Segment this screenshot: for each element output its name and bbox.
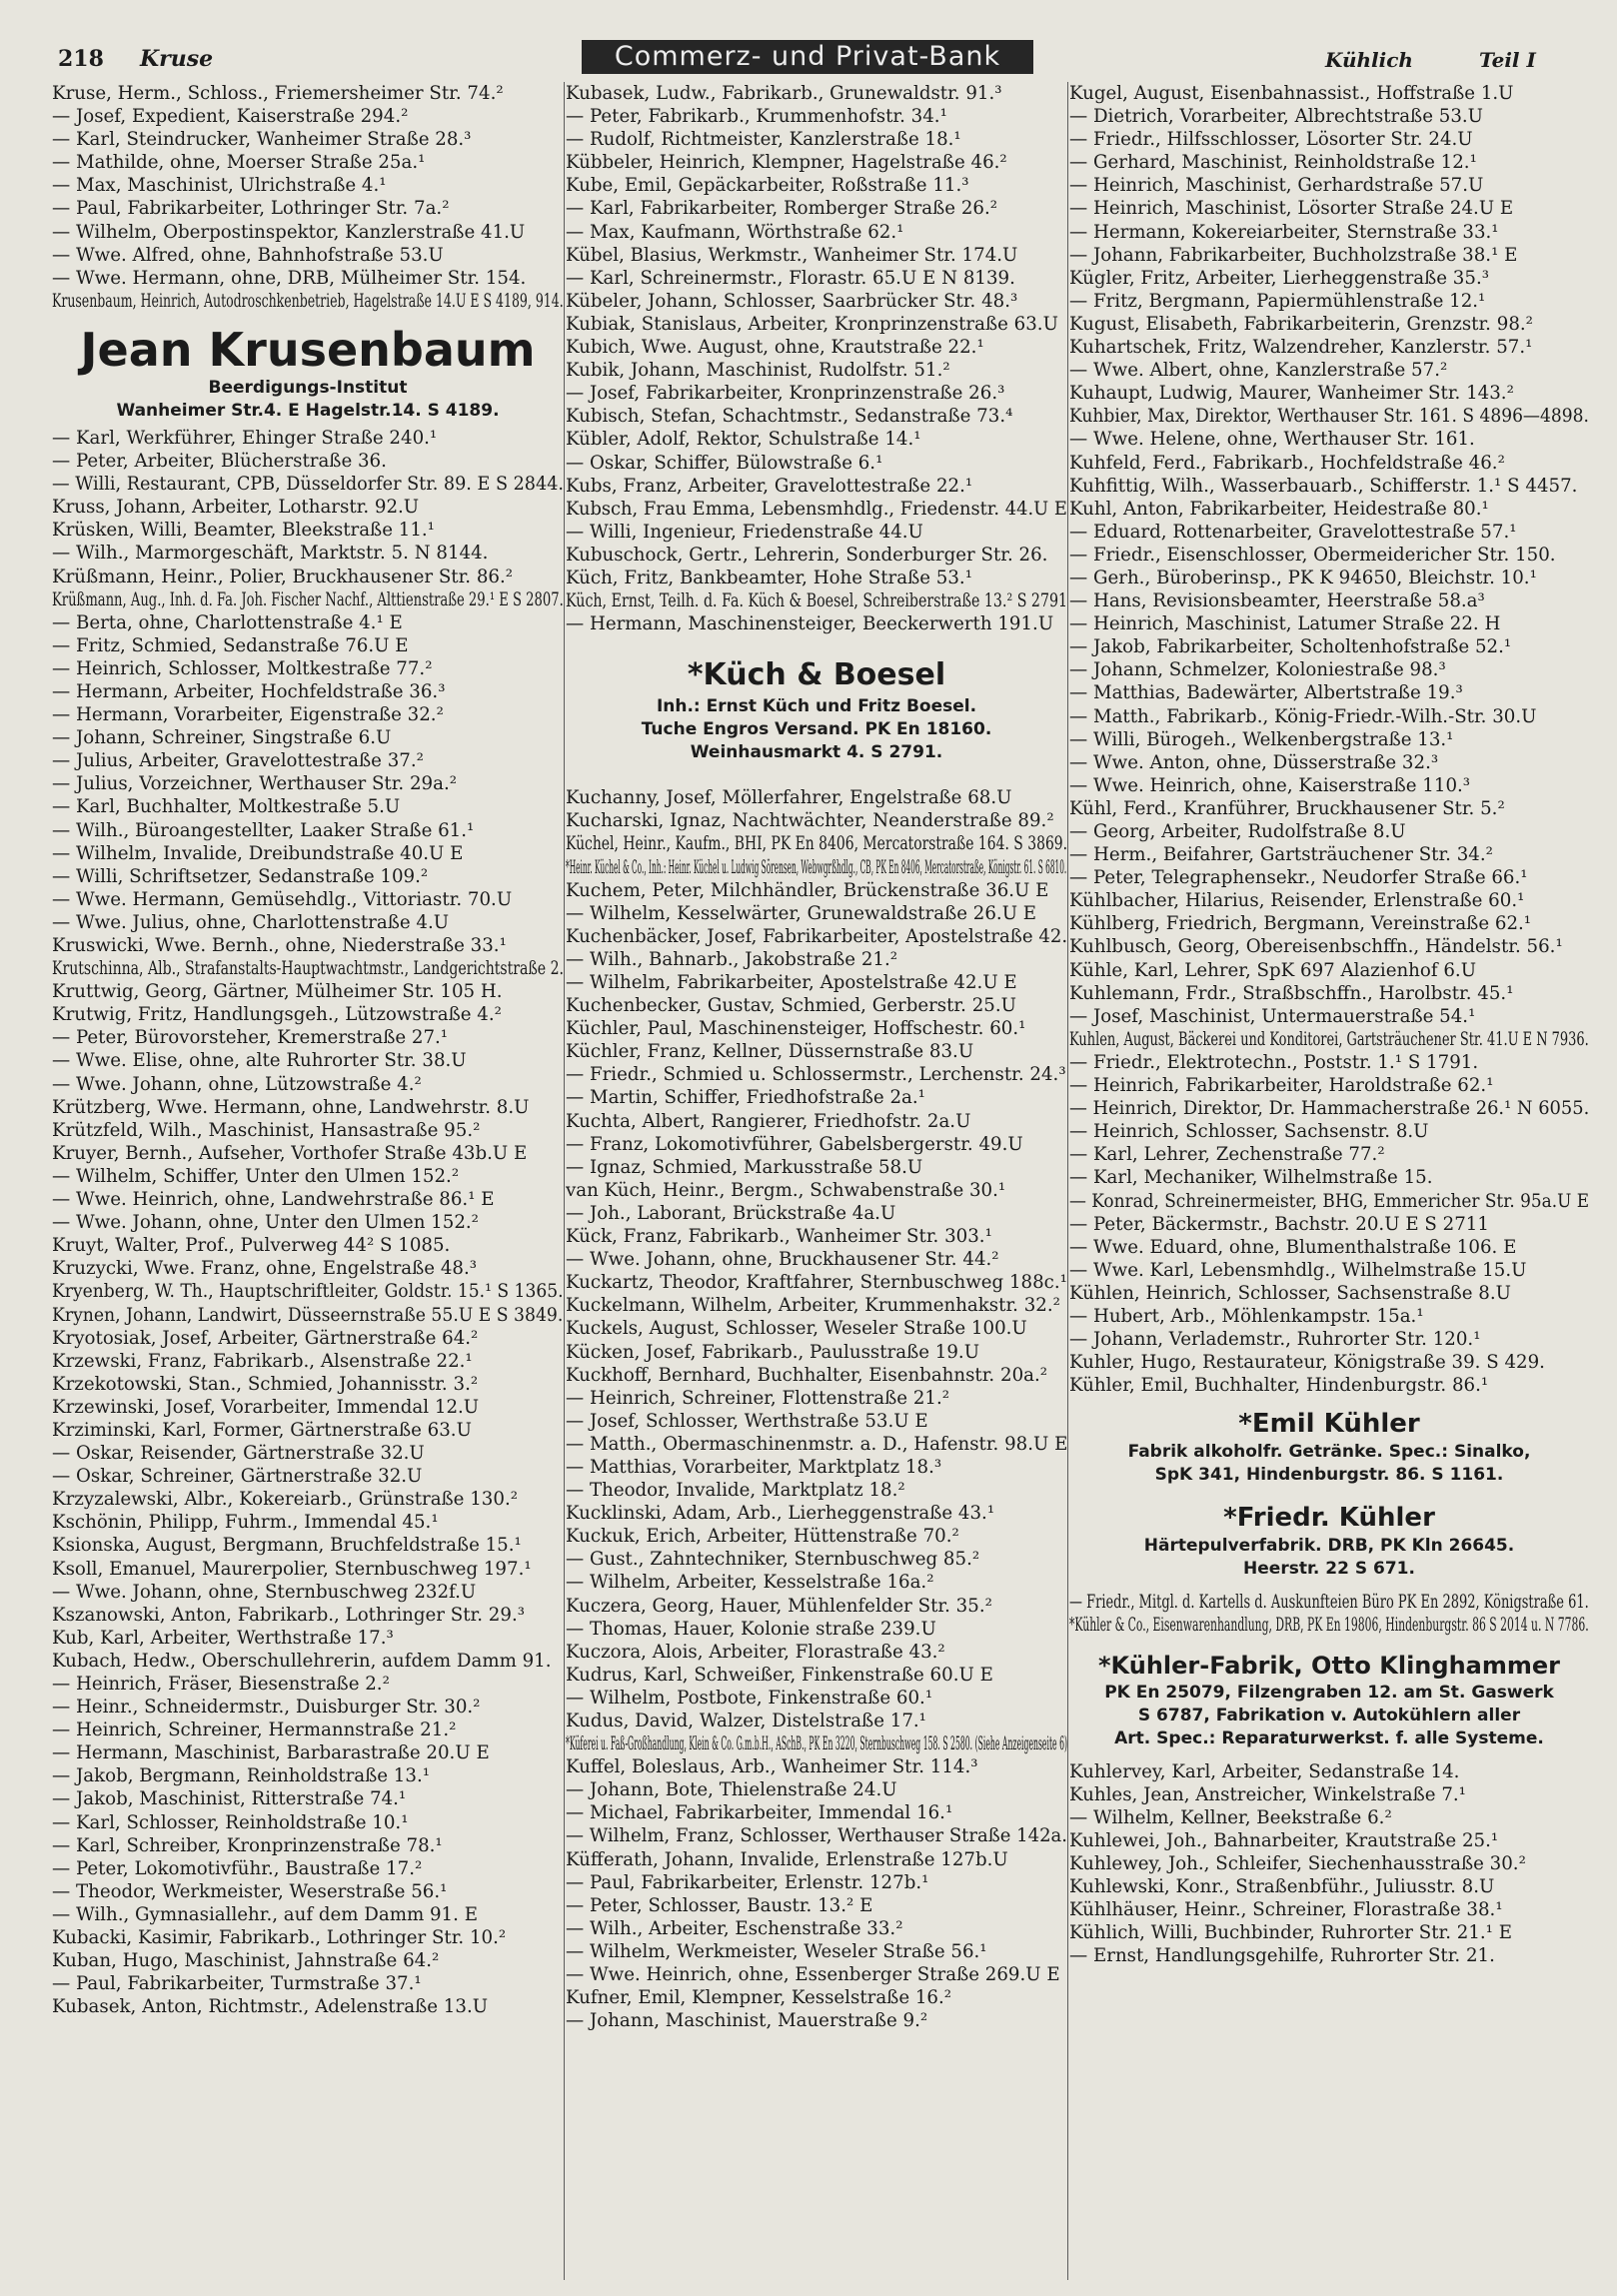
entry: — Gust., Zahntechniker, Sternbuschweg 85.² xyxy=(566,1549,980,1571)
entry: Kugel, August, Eisenbahnassist., Hoffstraße 1.U xyxy=(1069,83,1514,104)
ad-friedr-kuehler xyxy=(1069,1501,1589,1581)
entry: Kühlhäuser, Heinr., Schreiner, Florastraße 38.¹ xyxy=(1069,1899,1503,1921)
ad-line: Weinhausmarkt 4. S 2791. xyxy=(690,742,943,763)
entry: — Heinrich, Maschinist, Latumer Straße 22. H xyxy=(1069,613,1501,635)
entry: Kubiak, Stanislaus, Arbeiter, Kronprinzenstraße 63.U xyxy=(566,313,1058,335)
entry: Kucharski, Ignaz, Nachtwächter, Neanderstraße 89.² xyxy=(566,810,1054,832)
entry: Kuhler, Hugo, Restaurateur, Königstraße 39. S 429. xyxy=(1069,1352,1545,1374)
entry: — Wwe. Heinrich, ohne, Kaiserstraße 110.³ xyxy=(1069,774,1471,796)
entry: Kühlbacher, Hilarius, Reisender, Erlenstraße 60.¹ xyxy=(1069,890,1525,912)
entry: Kub, Karl, Arbeiter, Werthstraße 17.³ xyxy=(52,1627,394,1649)
entry: — Martin, Schiffer, Friedhofstraße 2a.¹ xyxy=(566,1087,925,1109)
entry: Krutschinna, Alb., Strafanstalts-Hauptwachtmstr., Landgerichtstraße 2. xyxy=(52,958,564,980)
entry: — Thomas, Hauer, Kolonie straße 239.U xyxy=(566,1618,936,1640)
ad-line: S 6787, Fabrikation v. Autokühlern aller xyxy=(1137,1705,1521,1725)
entry: — Oskar, Reisender, Gärtnerstraße 32.U xyxy=(52,1443,425,1465)
entry: Krziminski, Karl, Former, Gärtnerstraße 63.U xyxy=(52,1419,472,1441)
entry: — Matth., Fabrikarb., König-Friedr.-Wilh.-Str. 30.U xyxy=(1069,705,1537,727)
entry: Kuhlewei, Joh., Bahnarbeiter, Krautstraße 25.¹ xyxy=(1069,1829,1499,1851)
entry: — Max, Kaufmann, Wörthstraße 62.¹ xyxy=(566,221,904,243)
entry: Küch, Fritz, Bankbeamter, Hohe Straße 53.¹ xyxy=(566,567,972,588)
entry: Krzekotowski, Stan., Schmied, Johannisstr. 3.² xyxy=(52,1373,479,1395)
entry: Ksionska, August, Bergmann, Bruchfeldstraße 15.¹ xyxy=(52,1535,522,1557)
ad-emil-kuehler xyxy=(1069,1407,1589,1487)
entry: Kuhbier, Max, Direktor, Werthauser Str. 161. S 4896—4898. xyxy=(1069,406,1589,428)
entry: Kruswicki, Wwe. Bernh., ohne, Niederstraße 33.¹ xyxy=(52,935,507,956)
entry: Kühlberg, Friedrich, Bergmann, Vereinstraße 62.¹ xyxy=(1069,913,1532,935)
ad-line: PK En 25079, Filzengraben 12. am St. Gaswerk xyxy=(1104,1682,1554,1703)
entry: Kücken, Josef, Fabrikarb., Paulusstraße 19.U xyxy=(566,1341,980,1363)
entry: — Josef, Expedient, Kaiserstraße 294.² xyxy=(52,106,409,128)
entry: — Heinrich, Schreiner, Hermannstraße 21.² xyxy=(52,1720,457,1741)
ad-title: *Emil Kühler xyxy=(1238,1409,1420,1440)
entry: Kubs, Franz, Arbeiter, Gravelottestraße 22.¹ xyxy=(566,475,973,497)
entry: — Hermann, Maschinensteiger, Beeckerwerth 191.U xyxy=(566,613,1054,635)
ad-kuehler-fabrik xyxy=(1069,1650,1589,1750)
entry: — Wwe. Julius, ohne, Charlottenstraße 4.U xyxy=(52,911,450,933)
entry: — Jakob, Maschinist, Ritterstraße 74.¹ xyxy=(52,1788,407,1810)
column-3 xyxy=(1069,82,1589,2280)
entry: Kryenberg, W. Th., Hauptschriftleiter, Goldstr. 15.¹ S 1365. xyxy=(52,1281,564,1303)
entry: — Willi, Schriftsetzer, Sedanstraße 109.² xyxy=(52,865,429,887)
ad-line: Wanheimer Str.4. E Hagelstr.14. S 4189. xyxy=(116,400,500,421)
entry: — Paul, Fabrikarbeiter, Erlenstr. 127b.¹ xyxy=(566,1871,929,1893)
entry: Krutwig, Fritz, Handlungsgeh., Lützowstraße 4.² xyxy=(52,1004,502,1026)
entry: — Franz, Lokomotivführer, Gabelsbergerstr. 49.U xyxy=(566,1133,1023,1155)
entry: Kuhl, Anton, Fabrikarbeiter, Heidestraße 80.¹ xyxy=(1069,498,1489,520)
entry: Kubacki, Kasimir, Fabrikarb., Lothringer Str. 10.² xyxy=(52,1927,507,1949)
entries xyxy=(566,82,1067,635)
entry: Krusenbaum, Heinrich, Autodroschkenbetrieb, Hagelstraße 14.U E S 4189, 914. xyxy=(52,290,564,312)
entry: — Friedr., Eisenschlosser, Obermeidericher Str. 150. xyxy=(1069,544,1556,566)
entry: — Rudolf, Richtmeister, Kanzlerstraße 18.¹ xyxy=(566,129,961,151)
entry: — Wwe. Hermann, ohne, DRB, Mülheimer Str. 154. xyxy=(52,267,527,289)
entry: Kühlich, Willi, Buchbinder, Ruhrorter Str. 21.¹ E xyxy=(1069,1922,1513,1944)
entries xyxy=(52,82,564,313)
entry: *Heinr. Küchel & Co., Inh.: Heinr. Küchel u. Ludwig Sörensen, Webwgrßhdlg., CB, PK En 8406, Mercatorstraße, Königstr. 61. S 6810. xyxy=(566,856,1067,878)
entry: — Wilhelm, Invalide, Dreibundstraße 40.U E xyxy=(52,842,464,864)
column-1 xyxy=(52,82,564,2280)
entry: — Wilhelm, Arbeiter, Kesselstraße 16a.² xyxy=(566,1572,934,1594)
entry: Kuckuk, Erich, Arbeiter, Hüttenstraße 70.² xyxy=(566,1526,959,1548)
entry: Kugust, Elisabeth, Fabrikarbeiterin, Grenzstr. 98.² xyxy=(1069,313,1533,335)
entry: — Karl, Werkführer, Ehinger Straße 240.¹ xyxy=(52,427,438,449)
entry: — Paul, Fabrikarbeiter, Lothringer Str. 7a.² xyxy=(52,198,450,220)
entry: — Wwe. Alfred, ohne, Bahnhofstraße 53.U xyxy=(52,244,444,266)
entry xyxy=(52,2018,564,2041)
entry: Kuhlbusch, Georg, Obereisenbschffn., Händelstr. 56.¹ xyxy=(1069,936,1563,958)
entry: — Wwe. Johann, ohne, Sternbuschweg 232f.U xyxy=(52,1581,477,1603)
entry: Kubich, Wwe. August, ohne, Krautstraße 22.¹ xyxy=(566,337,984,359)
catchword-left: Kruse xyxy=(140,46,214,72)
entry: *Kühler & Co., Eisenwarenhandlung, DRB, PK En 19806, Hindenburgstr. 86 S 2014 u. N 7786. xyxy=(1069,1615,1589,1637)
entry: Kuchenbecker, Gustav, Schmied, Gerberstr. 25.U xyxy=(566,995,1016,1017)
entry: Kügler, Fritz, Arbeiter, Lierheggenstraße 35.³ xyxy=(1069,267,1490,289)
entry: Kruyer, Bernh., Aufseher, Vorthofer Straße 43b.U E xyxy=(52,1142,528,1164)
entry: — Oskar, Schreiner, Gärtnerstraße 32.U xyxy=(52,1466,423,1488)
entry: — Peter, Bürovorsteher, Kremerstraße 27.¹ xyxy=(52,1027,449,1049)
entry: — Wilh., Gymnasiallehr., auf dem Damm 91. E xyxy=(52,1903,478,1925)
entry: — Dietrich, Vorarbeiter, Albrechtstraße 53.U xyxy=(1069,106,1483,128)
entry: van Küch, Heinr., Bergm., Schwabenstraße 30.¹ xyxy=(566,1179,1006,1201)
entry: — Wwe. Karl, Lebensmhdlg., Wilhelmstraße 15.U xyxy=(1069,1259,1527,1281)
entry: — Friedr., Hilfsschlosser, Lösorter Str. 24.U xyxy=(1069,129,1473,151)
entry: Kuhlen, August, Bäckerei und Konditorei, Gartsträuchener Str. 41.U E N 7936. xyxy=(1069,1028,1589,1050)
ad-line: Art. Spec.: Reparaturwerkst. f. alle Systeme. xyxy=(1114,1727,1544,1748)
entries xyxy=(566,786,1067,2032)
entry: Kubuschock, Gertr., Lehrerin, Sonderburger Str. 26. xyxy=(566,544,1048,566)
entry: — Heinr., Schneidermstr., Duisburger Str. 30.² xyxy=(52,1697,481,1719)
entry: — Konrad, Schreinermeister, BHG, Emmericher Str. 95a.U E xyxy=(1069,1190,1589,1212)
entry: Kuckhoff, Bernhard, Buchhalter, Eisenbahnstr. 20a.² xyxy=(566,1364,1048,1386)
entry: Kuchem, Peter, Milchhändler, Brückenstraße 36.U E xyxy=(566,879,1049,901)
entry: — Wilh., Marmorgeschäft, Marktstr. 5. N 8144. xyxy=(52,543,489,565)
entry: Küchler, Franz, Kellner, Düssernstraße 83.U xyxy=(566,1041,974,1063)
entry: Kubik, Johann, Maschinist, Rudolfstr. 51.² xyxy=(566,360,950,382)
entry: — Wwe. Heinrich, ohne, Landwehrstraße 86.¹ E xyxy=(52,1189,495,1211)
entry: — Josef, Fabrikarbeiter, Kronprinzenstraße 26.³ xyxy=(566,383,1005,405)
entry: — Friedr., Mitgl. d. Kartells d. Auskunfteien Büro PK En 2892, Königstraße 61. xyxy=(1069,1592,1589,1614)
entry: Kruss, Johann, Arbeiter, Lotharstr. 92.U xyxy=(52,497,420,519)
entry: Kühler, Emil, Buchhalter, Hindenburgstr. 86.¹ xyxy=(1069,1375,1489,1397)
entry: Kuhlemann, Frdr., Straßbschffn., Harolbstr. 45.¹ xyxy=(1069,982,1514,1004)
entry: — Wilhelm, Kesselwärter, Grunewaldstraße 26.U E xyxy=(566,902,1037,924)
entry: Kuchanny, Josef, Möllerfahrer, Engelstraße 68.U xyxy=(566,787,1012,809)
entry: — Mathilde, ohne, Moerser Straße 25a.¹ xyxy=(52,152,426,174)
ad-line: Härtepulverfabrik. DRB, PK Kln 26645. xyxy=(1143,1536,1515,1557)
entry: — Hubert, Arb., Möhlenkampstr. 15a.¹ xyxy=(1069,1305,1424,1327)
entry: — Georg, Arbeiter, Rudolfstraße 8.U xyxy=(1069,821,1406,842)
ad-line: Fabrik alkoholfr. Getränke. Spec.: Sinalko, xyxy=(1127,1442,1531,1463)
entry: — Ernst, Handlungsgehilfe, Ruhrorter Str. 21. xyxy=(1069,1945,1495,1967)
entry: Kübel, Blasius, Werkmstr., Wanheimer Str. 174.U xyxy=(566,244,1018,266)
entry: Kubasek, Anton, Richtmstr., Adelenstraße 13.U xyxy=(52,1996,489,2018)
entry: — Hans, Revisionsbeamter, Heerstraße 58.a³ xyxy=(1069,590,1485,612)
entry: Krynen, Johann, Landwirt, Düsseernstraße 55.U E S 3849. xyxy=(52,1304,564,1326)
column-divider xyxy=(564,82,565,2280)
entry: — Hermann, Vorarbeiter, Eigenstraße 32.² xyxy=(52,704,444,726)
entry: Kühle, Karl, Lehrer, SpK 697 Alazienhof 6.U xyxy=(1069,959,1477,981)
entries xyxy=(1069,1760,1589,1968)
entry: — Wwe. Johann, ohne, Lützowstraße 4.² xyxy=(52,1073,422,1095)
entry: — Max, Maschinist, Ulrichstraße 4.¹ xyxy=(52,175,387,197)
entry: — Heinrich, Schlosser, Sachsenstr. 8.U xyxy=(1069,1121,1429,1143)
entry: — Wilh., Bahnarb., Jakobstraße 21.² xyxy=(566,948,898,970)
entry: Kubasek, Ludw., Fabrikarb., Grunewaldstr. 91.³ xyxy=(566,83,1002,104)
entry: — Michael, Fabrikarbeiter, Immendal 16.¹ xyxy=(566,1802,953,1824)
catchword-right: Kühlich xyxy=(1325,48,1413,72)
ad-kuech-boesel xyxy=(566,655,1067,764)
entries xyxy=(1069,82,1589,1397)
entry: Kuhles, Jean, Anstreicher, Winkelstraße 7.¹ xyxy=(1069,1783,1466,1805)
entry: Kuchta, Albert, Rangierer, Friedhofstr. 2a.U xyxy=(566,1110,971,1132)
entry: Kuckartz, Theodor, Kraftfahrer, Sternbuschweg 188c.¹ xyxy=(566,1272,1067,1294)
entry: — Joh., Laborant, Brückstraße 4a.U xyxy=(566,1202,896,1224)
entry: Kühlen, Heinrich, Schlosser, Sachsenstraße 8.U xyxy=(1069,1282,1511,1304)
entry: Kuckels, August, Schlosser, Weseler Straße 100.U xyxy=(566,1318,1027,1340)
entry: — Karl, Schreinermstr., Florastr. 65.U E N 8139. xyxy=(566,267,1015,289)
entry: Ksoll, Emanuel, Maurerpolier, Sternbuschweg 197.¹ xyxy=(52,1558,532,1580)
entry: Kübbeler, Heinrich, Klempner, Hagelstraße 46.² xyxy=(566,152,1007,174)
entry: — Eduard, Rottenarbeiter, Gravelottestraße 57.¹ xyxy=(1069,521,1517,543)
entry: Krzyzalewski, Albr., Kokereiarb., Grünstraße 130.² xyxy=(52,1489,519,1511)
entry: — Wwe. Eduard, ohne, Blumenthalstraße 106. E xyxy=(1069,1236,1517,1258)
entry: — Johann, Bote, Thielenstraße 24.U xyxy=(566,1779,897,1801)
ad-line: Heerstr. 22 S 671. xyxy=(1243,1559,1415,1580)
ad-title: *Kühler-Fabrik, Otto Klinghammer xyxy=(1098,1651,1560,1680)
ad-line: Tuche Engros Versand. PK En 18160. xyxy=(641,719,992,740)
entry: — Wilhelm, Werkmeister, Weseler Straße 56.¹ xyxy=(566,1940,987,1962)
entry: — Jakob, Fabrikarbeiter, Scholtenhofstraße 52.¹ xyxy=(1069,636,1512,658)
entry: Kruttwig, Georg, Gärtner, Mülheimer Str. 105 H. xyxy=(52,981,503,1003)
entry: — Karl, Fabrikarbeiter, Romberger Straße 26.² xyxy=(566,198,998,220)
entries xyxy=(52,427,564,2042)
entry: — Heinrich, Direktor, Dr. Hammacherstraße 26.¹ N 6055. xyxy=(1069,1098,1589,1120)
entry: Kuhfeld, Ferd., Fabrikarb., Hochfeldstraße 46.² xyxy=(1069,452,1505,474)
entry: — Wilhelm, Schiffer, Unter den Ulmen 152.² xyxy=(52,1165,460,1187)
entry: — Karl, Schreiber, Kronprinzenstraße 78.¹ xyxy=(52,1834,443,1856)
entry: Kuhartschek, Fritz, Walzendreher, Kanzlerstr. 57.¹ xyxy=(1069,337,1533,359)
ad-title: *Friedr. Kühler xyxy=(1223,1503,1435,1534)
entry: Kuhlervey, Karl, Arbeiter, Sedanstraße 14. xyxy=(1069,1760,1460,1782)
entry: Kruzycki, Wwe. Franz, ohne, Engelstraße 48.³ xyxy=(52,1258,478,1280)
entry: — Wwe. Hermann, Gemüsehdlg., Vittoriastr. 70.U xyxy=(52,888,513,910)
entry: Küchler, Paul, Maschinensteiger, Hoffschestr. 60.¹ xyxy=(566,1018,1026,1040)
entry: — Wwe. Albert, ohne, Kanzlerstraße 57.² xyxy=(1069,360,1448,382)
ad-line: Inh.: Ernst Küch und Fritz Boesel. xyxy=(656,696,977,717)
entry: Kuhaupt, Ludwig, Maurer, Wanheimer Str. 143.² xyxy=(1069,383,1514,405)
entry: — Johann, Fabrikarbeiter, Buchholzstraße 38.¹ E xyxy=(1069,244,1518,266)
entry: — Peter, Arbeiter, Blücherstraße 36. xyxy=(52,451,387,473)
entry: — Peter, Schlosser, Baustr. 13.² E xyxy=(566,1894,873,1916)
entry: — Wilh., Büroangestellter, Laaker Straße 61.¹ xyxy=(52,819,475,841)
entry: — Peter, Lokomotivführ., Baustraße 17.² xyxy=(52,1857,423,1879)
entry: Kudrus, Karl, Schweißer, Finkenstraße 60.U E xyxy=(566,1664,993,1686)
entry: Krüßmann, Heinr., Polier, Bruckhausener Str. 86.² xyxy=(52,566,514,587)
entry: — Josef, Maschinist, Untermauerstraße 54.¹ xyxy=(1069,1005,1476,1027)
entry: — Heinrich, Maschinist, Lösorter Straße 24.U E xyxy=(1069,198,1514,220)
column-divider xyxy=(1067,82,1068,2280)
ad-line: SpK 341, Hindenburgstr. 86. S 1161. xyxy=(1154,1465,1504,1486)
entry: — Karl, Mechaniker, Wilhelmstraße 15. xyxy=(1069,1167,1433,1189)
entry: — Matth., Obermaschinenmstr. a. D., Hafenstr. 98.U E xyxy=(566,1433,1067,1455)
entry: — Heinrich, Schreiner, Flottenstraße 21.² xyxy=(566,1387,950,1409)
ad-title: *Küch & Boesel xyxy=(687,657,946,693)
entry: Krüßmann, Aug., Inh. d. Fa. Joh. Fischer Nachf., Alttienstraße 29.¹ E S 2807. xyxy=(52,588,564,610)
entry: — Friedr., Schmied u. Schlossermstr., Lerchenstr. 24.³ xyxy=(566,1064,1066,1086)
entry: Kuhfittig, Wilh., Wasserbauarb., Schifferstr. 1.¹ S 4457. xyxy=(1069,475,1578,497)
entry: Kuczora, Alois, Arbeiter, Florastraße 43.² xyxy=(566,1641,945,1663)
entry: *Küferei u. Faß-Großhandlung, Klein & Co. G.m.b.H., ASchB., PK En 3220, Sternbuschweg 158. S 2580. (Siehe Anzeigenseite 6) xyxy=(566,1733,1067,1755)
entry: — Wilhelm, Franz, Schlosser, Werthauser Straße 142a. xyxy=(566,1825,1067,1847)
entries xyxy=(1069,1591,1589,1637)
entry: Krzewinski, Josef, Vorarbeiter, Immendal 12.U xyxy=(52,1396,480,1418)
entry: Kryotosiak, Josef, Arbeiter, Gärtnerstraße 64.² xyxy=(52,1327,479,1349)
entry: — Matthias, Vorarbeiter, Marktplatz 18.³ xyxy=(566,1456,942,1478)
entry: — Hermann, Kokereiarbeiter, Sternstraße 33.¹ xyxy=(1069,221,1499,243)
entry: — Peter, Bäckermstr., Bachstr. 20.U E S 2711 xyxy=(1069,1213,1489,1235)
entry: Kuchenbäcker, Josef, Fabrikarbeiter, Apostelstraße 42. xyxy=(566,925,1067,947)
entry: — Hermann, Arbeiter, Hochfeldstraße 36.³ xyxy=(52,680,446,702)
entry: — Karl, Steindrucker, Wanheimer Straße 28.³ xyxy=(52,129,472,151)
entry: Kuczera, Georg, Hauer, Mühlenfelder Str. 35.² xyxy=(566,1595,992,1617)
page-header xyxy=(0,36,1617,82)
entry: Kuckelmann, Wilhelm, Arbeiter, Krummenhakstr. 32.² xyxy=(566,1295,1060,1317)
entry: — Wilhelm, Fabrikarbeiter, Apostelstraße 42.U E xyxy=(566,972,1017,993)
entry: Krützfeld, Wilh., Maschinist, Hansastraße 95.² xyxy=(52,1119,481,1141)
entry: — Fritz, Schmied, Sedanstraße 76.U E xyxy=(52,634,409,656)
entry: — Paul, Fabrikarbeiter, Turmstraße 37.¹ xyxy=(52,1973,422,1995)
entry: — Wwe. Johann, ohne, Bruckhausener Str. 44.² xyxy=(566,1249,999,1271)
entry: Kube, Emil, Gepäckarbeiter, Roßstraße 11.³ xyxy=(566,175,969,197)
entry: Kubisch, Stefan, Schachtmstr., Sedanstraße 73.⁴ xyxy=(566,406,1013,428)
entry: — Heinrich, Fräser, Biesenstraße 2.² xyxy=(52,1674,390,1695)
entry: Kuhlewey, Joh., Schleifer, Siechenhausstraße 30.² xyxy=(1069,1852,1526,1874)
part-label: Teil I xyxy=(1479,48,1536,72)
column-2 xyxy=(566,82,1067,2280)
entry: Kübler, Adolf, Rektor, Schulstraße 14.¹ xyxy=(566,429,921,451)
entry: — Peter, Telegraphensekr., Neudorfer Straße 66.¹ xyxy=(1069,867,1528,889)
entry: Kuffel, Boleslaus, Arb., Wanheimer Str. 114.³ xyxy=(566,1756,978,1778)
entry: Küchel, Heinr., Kaufm., BHI, PK En 8406, Mercatorstraße 164. S 3869. xyxy=(566,833,1067,855)
entry: Kschönin, Philipp, Fuhrm., Immendal 45.¹ xyxy=(52,1512,439,1534)
entry: — Wwe. Elise, ohne, alte Ruhrorter Str. 38.U xyxy=(52,1050,467,1072)
entry: — Wilh., Arbeiter, Eschenstraße 33.² xyxy=(566,1917,903,1939)
entry: — Wilhelm, Kellner, Beekstraße 6.² xyxy=(1069,1806,1392,1828)
entry: — Julius, Vorzeichner, Werthauser Str. 29a.² xyxy=(52,773,458,795)
entry: Krzewski, Franz, Fabrikarb., Alsenstraße 22.¹ xyxy=(52,1350,473,1372)
entry: — Wilhelm, Oberpostinspektor, Kanzlerstraße 41.U xyxy=(52,221,526,243)
ad-line: Beerdigungs-Institut xyxy=(208,377,408,398)
entry: Kück, Franz, Fabrikarb., Wanheimer Str. 303.¹ xyxy=(566,1226,992,1248)
ad-krusenbaum xyxy=(52,323,564,423)
entry: — Berta, ohne, Charlottenstraße 4.¹ E xyxy=(52,611,403,633)
entry: Kucklinski, Adam, Arb., Lierheggenstraße 43.¹ xyxy=(566,1503,995,1525)
entry: Kuban, Hugo, Maschinist, Jahnstraße 64.² xyxy=(52,1950,440,1972)
entry: — Julius, Arbeiter, Gravelottestraße 37.² xyxy=(52,750,424,772)
entry: Kübeler, Johann, Schlosser, Saarbrücker Str. 48.³ xyxy=(566,290,1018,312)
entry: Kszanowski, Anton, Fabrikarb., Lothringer Str. 29.³ xyxy=(52,1604,526,1626)
entry: Kruse, Herm., Schloss., Friemersheimer Str. 74.² xyxy=(52,83,504,104)
entry: — Wwe. Helene, ohne, Werthauser Str. 161. xyxy=(1069,429,1475,451)
entry: Kubsch, Frau Emma, Lebensmhdlg., Friedenstr. 44.U E xyxy=(566,498,1067,520)
entry: — Johann, Schmelzer, Koloniestraße 98.³ xyxy=(1069,659,1446,681)
entry: — Matthias, Badewärter, Albertstraße 19.³ xyxy=(1069,682,1463,704)
entry: — Theodor, Invalide, Marktplatz 18.² xyxy=(566,1480,905,1502)
entry: — Heinrich, Maschinist, Gerhardstraße 57.U xyxy=(1069,175,1484,197)
entry: — Wwe. Anton, ohne, Düsserstraße 32.³ xyxy=(1069,751,1439,773)
entry: — Willi, Ingenieur, Friedenstraße 44.U xyxy=(566,521,923,543)
entry: Kufner, Emil, Klempner, Kesselstraße 16.² xyxy=(566,1987,952,2009)
entry: Kubach, Hedw., Oberschullehrerin, aufdem Damm 91. xyxy=(52,1650,552,1672)
ad-title: Jean Krusenbaum xyxy=(80,322,536,377)
bank-banner: Commerz- und Privat-Bank xyxy=(582,40,1033,74)
entry: — Jakob, Bergmann, Reinholdstraße 13.¹ xyxy=(52,1765,431,1787)
entry: — Hermann, Maschinist, Barbarastraße 20.U E xyxy=(52,1742,490,1764)
entry: Küfferath, Johann, Invalide, Erlenstraße 127b.U xyxy=(566,1848,1008,1870)
entry: Krützberg, Wwe. Hermann, ohne, Landwehrstr. 8.U xyxy=(52,1096,530,1118)
entry: — Oskar, Schiffer, Bülowstraße 6.¹ xyxy=(566,452,883,474)
entry: Kuhlewski, Konr., Straßenbführ., Juliusstr. 8.U xyxy=(1069,1876,1495,1897)
entry: Kruyt, Walter, Prof., Pulverweg 44² S 1085. xyxy=(52,1235,451,1257)
entry: Kudus, David, Walzer, Distelstraße 17.¹ xyxy=(566,1711,926,1731)
entry: — Johann, Schreiner, Singstraße 6.U xyxy=(52,727,392,749)
entry: — Herm., Beifahrer, Gartsträuchener Str. 34.² xyxy=(1069,844,1493,866)
entry: — Friedr., Elektrotechn., Poststr. 1.¹ S 1791. xyxy=(1069,1051,1479,1073)
entry: — Gerhard, Maschinist, Reinholdstraße 12.¹ xyxy=(1069,152,1477,174)
entry: — Wilhelm, Postbote, Finkenstraße 60.¹ xyxy=(566,1687,933,1709)
entry: Küch, Ernst, Teilh. d. Fa. Küch & Boesel, Schreiberstraße 13.² S 2791 xyxy=(566,590,1067,612)
entry: — Karl, Buchhalter, Moltkestraße 5.U xyxy=(52,796,401,818)
entry: Kühl, Ferd., Kranführer, Bruckhausener Str. 5.² xyxy=(1069,797,1505,819)
entry: — Johann, Verlademstr., Ruhrorter Str. 120.¹ xyxy=(1069,1329,1481,1351)
entry: — Josef, Schlosser, Werthstraße 53.U E xyxy=(566,1410,928,1432)
entry: — Wwe. Johann, ohne, Unter den Ulmen 152.² xyxy=(52,1212,479,1234)
entry: — Gerh., Büroberinsp., PK K 94650, Bleichstr. 10.¹ xyxy=(1069,567,1537,588)
entry: — Willi, Restaurant, CPB, Düsseldorfer Str. 89. E S 2844. xyxy=(52,474,564,496)
entry: — Ignaz, Schmied, Markusstraße 58.U xyxy=(566,1156,923,1178)
entry: — Heinrich, Fabrikarbeiter, Haroldstraße 62.¹ xyxy=(1069,1075,1494,1097)
entry: — Fritz, Bergmann, Papiermühlenstraße 12.¹ xyxy=(1069,290,1486,312)
entry: — Heinrich, Schlosser, Moltkestraße 77.² xyxy=(52,657,433,679)
entry: — Peter, Fabrikarb., Krummenhofstr. 34.¹ xyxy=(566,106,947,128)
entry: — Karl, Lehrer, Zechenstraße 77.² xyxy=(1069,1144,1385,1166)
entry: — Willi, Bürogeh., Welkenbergstraße 13.¹ xyxy=(1069,728,1454,750)
entry: — Johann, Maschinist, Mauerstraße 9.² xyxy=(566,2010,928,2032)
entry: Krüsken, Willi, Beamter, Bleekstraße 11.¹ xyxy=(52,520,435,542)
entry: — Theodor, Werkmeister, Weserstraße 56.¹ xyxy=(52,1880,448,1902)
entry: — Karl, Schlosser, Reinholdstraße 10.¹ xyxy=(52,1811,409,1833)
entry: — Wwe. Heinrich, ohne, Essenberger Straße 269.U E xyxy=(566,1964,1060,1986)
page-number: 218 xyxy=(58,46,104,72)
